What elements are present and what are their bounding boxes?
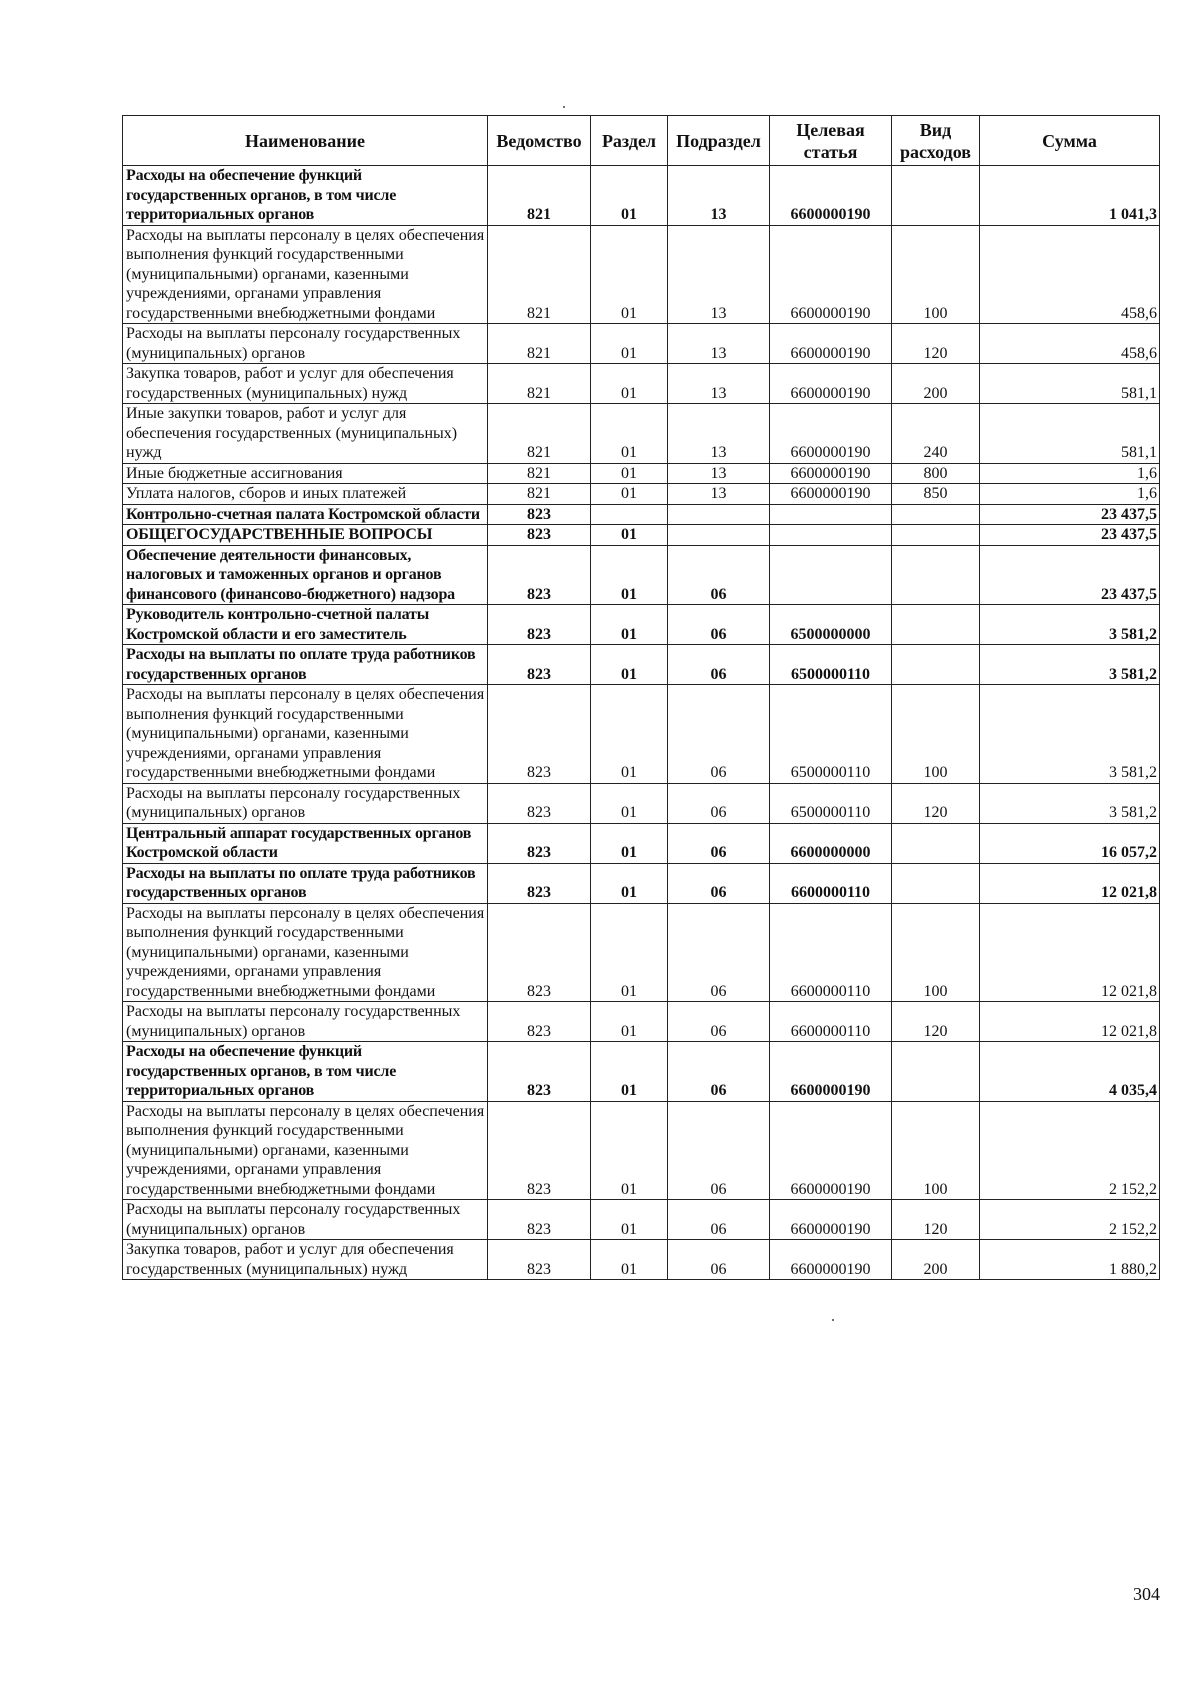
table-row [123, 783, 1160, 823]
cell-name: Закупка товаров, работ и услуг для обеспечения государственных (муниципальных) нужд [123, 1240, 488, 1280]
cell-amount: 3 581,2 [980, 605, 1160, 645]
cell-amount: 4 035,4 [980, 1042, 1160, 1102]
cell-name: Расходы на выплаты персоналу в целях обеспечения выполнения функций государственными (муниципальными) органами, казенными учреждениями, органами управления государственными внебюджетными фондами [123, 685, 488, 784]
cell-subsection [668, 525, 770, 546]
cell-name: Расходы на выплаты персоналу в целях обеспечения выполнения функций государственными (муниципальными) органами, казенными учреждениями, органами управления государственными внебюджетными фондами [123, 903, 488, 1002]
cell-section: 01 [591, 545, 668, 605]
table-row [123, 324, 1160, 364]
cell-amount: 1 041,3 [980, 166, 1160, 226]
cell-expense-type: 200 [892, 364, 980, 404]
cell-target-article: 6600000190 [770, 1042, 892, 1102]
cell-department: 821 [488, 484, 591, 505]
cell-target-article [770, 525, 892, 546]
cell-subsection: 06 [668, 903, 770, 1002]
cell-expense-type [892, 823, 980, 863]
cell-target-article: 6500000110 [770, 685, 892, 784]
cell-department: 821 [488, 166, 591, 226]
cell-name: Контрольно-счетная палата Костромской области [123, 504, 488, 525]
cell-section: 01 [591, 324, 668, 364]
cell-amount: 1 880,2 [980, 1240, 1160, 1280]
cell-target-article [770, 545, 892, 605]
cell-section: 01 [591, 1042, 668, 1102]
cell-expense-type [892, 525, 980, 546]
table-row [123, 685, 1160, 784]
page-number: 304 [1133, 1584, 1160, 1604]
table-body [123, 166, 1160, 1280]
cell-name: Расходы на выплаты персоналу в целях обеспечения выполнения функций государственными (муниципальными) органами, казенными учреждениями, органами управления государственными внебюджетными фондами [123, 225, 488, 324]
cell-subsection: 06 [668, 645, 770, 685]
cell-department: 821 [488, 225, 591, 324]
cell-name: Уплата налогов, сборов и иных платежей [123, 484, 488, 505]
cell-amount: 458,6 [980, 324, 1160, 364]
cell-name: Обеспечение деятельности финансовых, налоговых и таможенных органов и органов финансового (финансово-бюджетного) надзора [123, 545, 488, 605]
cell-amount: 16 057,2 [980, 823, 1160, 863]
cell-department: 823 [488, 685, 591, 784]
cell-expense-type [892, 545, 980, 605]
cell-subsection: 13 [668, 484, 770, 505]
cell-amount: 581,1 [980, 404, 1160, 464]
table-row [123, 463, 1160, 484]
cell-name: Расходы на выплаты по оплате труда работников государственных органов [123, 863, 488, 903]
cell-expense-type: 120 [892, 324, 980, 364]
cell-name: Расходы на выплаты персоналу государственных (муниципальных) органов [123, 324, 488, 364]
cell-subsection: 06 [668, 545, 770, 605]
cell-section: 01 [591, 484, 668, 505]
table-row [123, 484, 1160, 505]
cell-expense-type: 100 [892, 225, 980, 324]
cell-expense-type [892, 504, 980, 525]
cell-section: 01 [591, 364, 668, 404]
header-amount: Сумма [980, 116, 1160, 166]
cell-target-article: 6600000190 [770, 404, 892, 464]
cell-department: 821 [488, 324, 591, 364]
cell-subsection [668, 504, 770, 525]
cell-expense-type: 850 [892, 484, 980, 505]
cell-subsection: 06 [668, 1002, 770, 1042]
cell-amount: 12 021,8 [980, 863, 1160, 903]
cell-name: Расходы на выплаты персоналу государственных (муниципальных) органов [123, 783, 488, 823]
header-subsection: Подраздел [668, 116, 770, 166]
cell-name: Расходы на выплаты персоналу в целях обеспечения выполнения функций государственными (муниципальными) органами, казенными учреждениями, органами управления государственными внебюджетными фондами [123, 1101, 488, 1200]
cell-subsection: 06 [668, 1042, 770, 1102]
cell-department: 823 [488, 504, 591, 525]
cell-amount: 3 581,2 [980, 783, 1160, 823]
header-name: Наименование [123, 116, 488, 166]
cell-section: 01 [591, 685, 668, 784]
budget-table [122, 115, 1160, 1280]
cell-section: 01 [591, 1101, 668, 1200]
cell-department: 823 [488, 1200, 591, 1240]
cell-section: 01 [591, 166, 668, 226]
cell-subsection: 06 [668, 1101, 770, 1200]
table-row [123, 903, 1160, 1002]
cell-amount: 1,6 [980, 484, 1160, 505]
cell-target-article: 6600000190 [770, 364, 892, 404]
table-row [123, 1042, 1160, 1102]
cell-target-article: 6600000190 [770, 225, 892, 324]
cell-target-article: 6600000190 [770, 166, 892, 226]
cell-section: 01 [591, 645, 668, 685]
cell-section: 01 [591, 225, 668, 324]
cell-expense-type [892, 605, 980, 645]
cell-expense-type [892, 645, 980, 685]
cell-expense-type [892, 1042, 980, 1102]
cell-department: 823 [488, 525, 591, 546]
cell-target-article: 6600000190 [770, 484, 892, 505]
cell-subsection: 13 [668, 463, 770, 484]
cell-target-article: 6600000110 [770, 903, 892, 1002]
cell-expense-type: 120 [892, 1002, 980, 1042]
scan-speck [832, 1319, 834, 1321]
cell-expense-type: 100 [892, 1101, 980, 1200]
cell-section: 01 [591, 863, 668, 903]
cell-expense-type: 100 [892, 903, 980, 1002]
cell-name: Расходы на обеспечение функций государственных органов, в том числе территориальных органов [123, 166, 488, 226]
cell-expense-type [892, 166, 980, 226]
cell-subsection: 13 [668, 364, 770, 404]
cell-department: 821 [488, 364, 591, 404]
cell-section: 01 [591, 605, 668, 645]
cell-amount: 3 581,2 [980, 685, 1160, 784]
cell-subsection: 13 [668, 324, 770, 364]
cell-department: 823 [488, 1002, 591, 1042]
cell-target-article: 6600000190 [770, 1240, 892, 1280]
cell-amount: 2 152,2 [980, 1200, 1160, 1240]
cell-department: 823 [488, 823, 591, 863]
cell-department: 823 [488, 783, 591, 823]
table-row [123, 166, 1160, 226]
header-row [123, 116, 1160, 166]
cell-department: 823 [488, 545, 591, 605]
table-row [123, 545, 1160, 605]
cell-department: 823 [488, 645, 591, 685]
cell-section: 01 [591, 463, 668, 484]
cell-amount: 12 021,8 [980, 903, 1160, 1002]
cell-amount: 1,6 [980, 463, 1160, 484]
cell-name: Закупка товаров, работ и услуг для обеспечения государственных (муниципальных) нужд [123, 364, 488, 404]
cell-section: 01 [591, 525, 668, 546]
cell-target-article: 6600000110 [770, 863, 892, 903]
cell-expense-type: 200 [892, 1240, 980, 1280]
cell-target-article: 6600000000 [770, 823, 892, 863]
cell-subsection: 06 [668, 1200, 770, 1240]
table-row [123, 404, 1160, 464]
cell-name: Руководитель контрольно-счетной палаты Костромской области и его заместитель [123, 605, 488, 645]
cell-target-article: 6500000000 [770, 605, 892, 645]
cell-department: 821 [488, 463, 591, 484]
cell-department: 823 [488, 1240, 591, 1280]
cell-target-article: 6500000110 [770, 783, 892, 823]
cell-subsection: 06 [668, 823, 770, 863]
cell-section: 01 [591, 1002, 668, 1042]
cell-subsection: 13 [668, 404, 770, 464]
scan-speck [563, 106, 565, 108]
cell-department: 821 [488, 404, 591, 464]
cell-department: 823 [488, 1101, 591, 1200]
cell-target-article: 6600000190 [770, 324, 892, 364]
table-row [123, 863, 1160, 903]
cell-department: 823 [488, 605, 591, 645]
cell-amount: 2 152,2 [980, 1101, 1160, 1200]
table-row [123, 504, 1160, 525]
cell-name: Иные бюджетные ассигнования [123, 463, 488, 484]
cell-expense-type: 800 [892, 463, 980, 484]
table-row [123, 1200, 1160, 1240]
cell-department: 823 [488, 1042, 591, 1102]
cell-subsection: 06 [668, 783, 770, 823]
cell-subsection: 06 [668, 685, 770, 784]
header-expense-type: Вид расходов [892, 116, 980, 166]
cell-expense-type: 120 [892, 1200, 980, 1240]
cell-amount: 23 437,5 [980, 504, 1160, 525]
cell-subsection: 06 [668, 1240, 770, 1280]
cell-department: 823 [488, 863, 591, 903]
table-row [123, 225, 1160, 324]
table-row [123, 525, 1160, 546]
header-department: Ведомство [488, 116, 591, 166]
cell-subsection: 06 [668, 863, 770, 903]
cell-amount: 23 437,5 [980, 525, 1160, 546]
cell-target-article: 6600000190 [770, 1101, 892, 1200]
cell-name: ОБЩЕГОСУДАРСТВЕННЫЕ ВОПРОСЫ [123, 525, 488, 546]
cell-amount: 23 437,5 [980, 545, 1160, 605]
cell-name: Иные закупки товаров, работ и услуг для обеспечения государственных (муниципальных) нужд [123, 404, 488, 464]
cell-name: Расходы на выплаты персоналу государственных (муниципальных) органов [123, 1002, 488, 1042]
cell-subsection: 13 [668, 166, 770, 226]
table-row [123, 823, 1160, 863]
cell-expense-type: 100 [892, 685, 980, 784]
cell-expense-type [892, 863, 980, 903]
cell-section: 01 [591, 1240, 668, 1280]
cell-amount: 3 581,2 [980, 645, 1160, 685]
table-row [123, 1101, 1160, 1200]
cell-amount: 458,6 [980, 225, 1160, 324]
cell-subsection: 06 [668, 605, 770, 645]
cell-expense-type: 240 [892, 404, 980, 464]
cell-target-article: 6500000110 [770, 645, 892, 685]
header-section: Раздел [591, 116, 668, 166]
cell-section: 01 [591, 1200, 668, 1240]
cell-section: 01 [591, 823, 668, 863]
cell-target-article: 6600000190 [770, 1200, 892, 1240]
cell-name: Центральный аппарат государственных органов Костромской области [123, 823, 488, 863]
cell-subsection: 13 [668, 225, 770, 324]
cell-name: Расходы на выплаты по оплате труда работников государственных органов [123, 645, 488, 685]
cell-department: 823 [488, 903, 591, 1002]
cell-expense-type: 120 [892, 783, 980, 823]
cell-section: 01 [591, 404, 668, 464]
cell-name: Расходы на обеспечение функций государственных органов, в том числе территориальных органов [123, 1042, 488, 1102]
cell-amount: 581,1 [980, 364, 1160, 404]
cell-target-article: 6600000190 [770, 463, 892, 484]
table-row [123, 605, 1160, 645]
cell-target-article [770, 504, 892, 525]
cell-amount: 12 021,8 [980, 1002, 1160, 1042]
cell-target-article: 6600000110 [770, 1002, 892, 1042]
table-row [123, 1002, 1160, 1042]
table-row [123, 1240, 1160, 1280]
table-row [123, 364, 1160, 404]
cell-section: 01 [591, 903, 668, 1002]
header-target-article: Целевая статья [770, 116, 892, 166]
cell-name: Расходы на выплаты персоналу государственных (муниципальных) органов [123, 1200, 488, 1240]
cell-section: 01 [591, 783, 668, 823]
cell-section [591, 504, 668, 525]
table-row [123, 645, 1160, 685]
